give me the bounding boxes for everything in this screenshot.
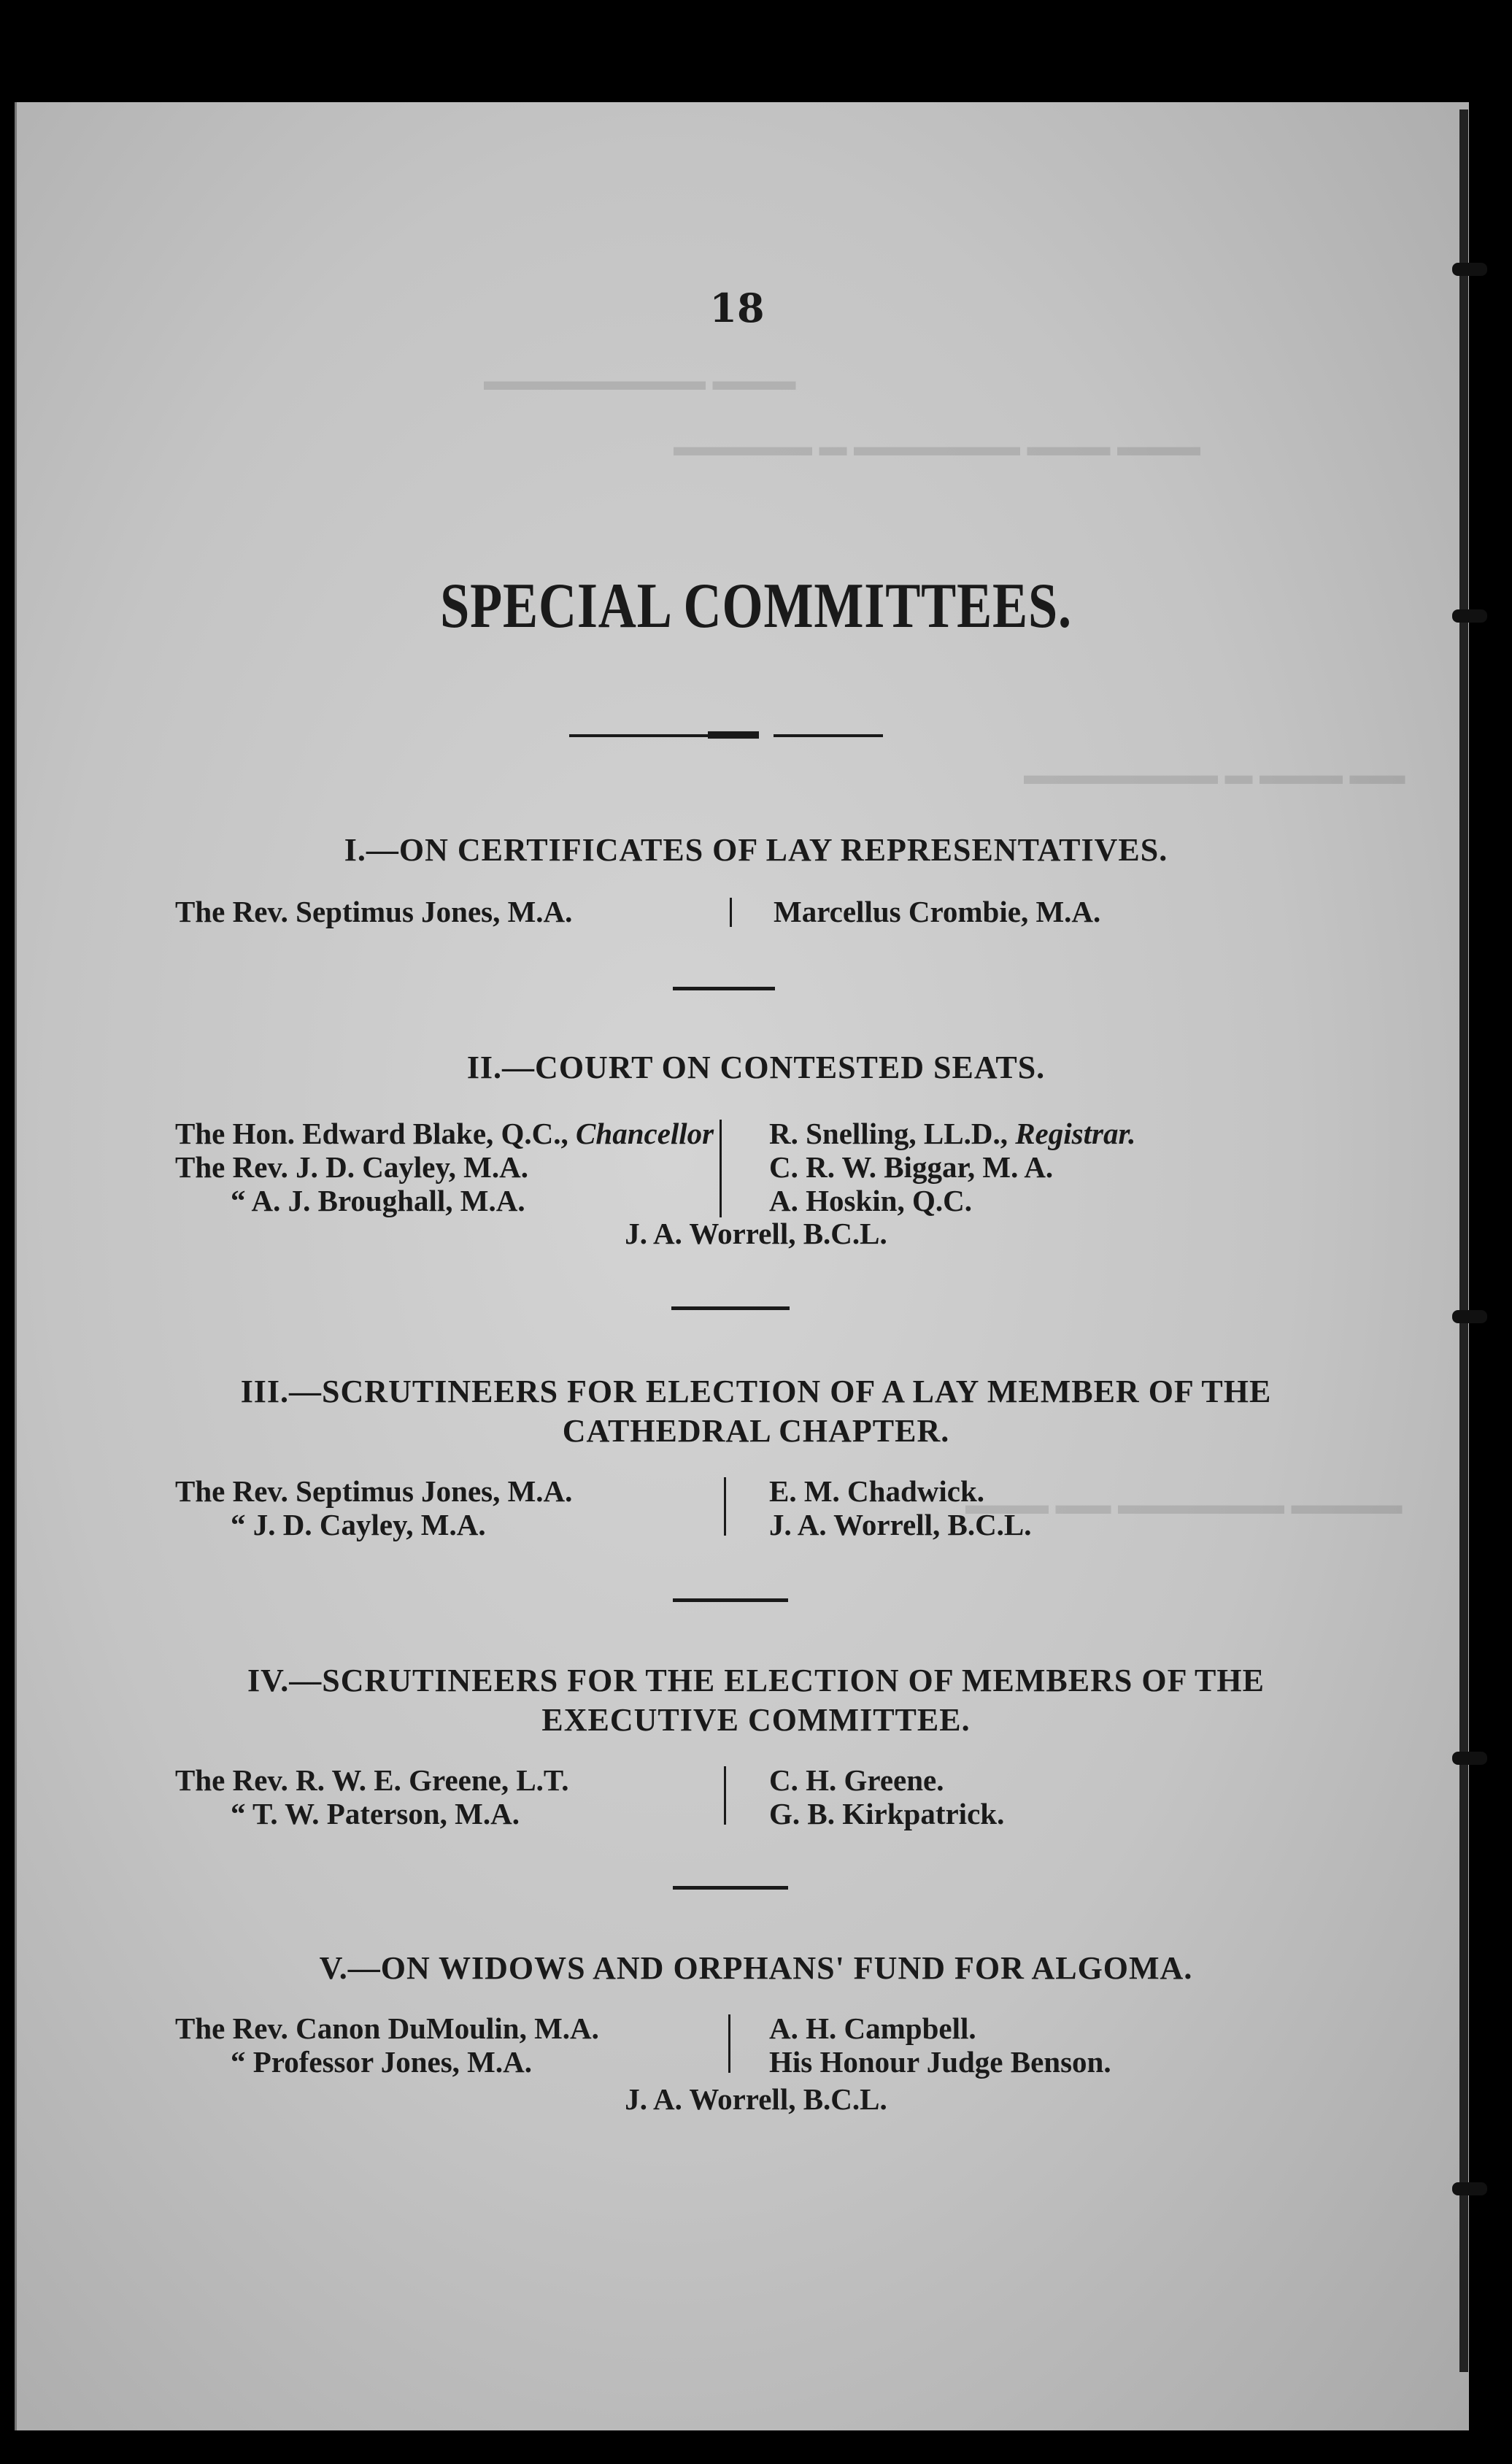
- member-name: C. R. W. Biggar, M. A.: [769, 1150, 1054, 1184]
- section-3-left-members: [175, 1474, 572, 1541]
- section-rule: [673, 987, 775, 990]
- section-5-left-members: [175, 2011, 599, 2079]
- bleed-through-texture: ▬▬ ▬▬▬ ▬ ▬▬▬▬▬▬▬: [1024, 760, 1405, 790]
- member-name: The Rev. J. D. Cayley, M.A.: [175, 1150, 528, 1184]
- section-1-left-members: [175, 895, 572, 928]
- section-rule: [671, 1306, 790, 1310]
- section-4-heading-line: EXECUTIVE COMMITTEE.: [541, 1702, 971, 1738]
- member-name-row: [769, 1117, 1135, 1150]
- section-5-right-members: [769, 2011, 1111, 2079]
- member-name: “ T. W. Paterson, M.A.: [231, 1797, 520, 1830]
- column-divider: [724, 1766, 726, 1825]
- section-2-center-member: J. A. Worrell, B.C.L.: [625, 1217, 887, 1250]
- column-divider: [720, 1120, 722, 1217]
- section-3-heading: [0, 1372, 1512, 1451]
- member-name: The Rev. Septimus Jones, M.A.: [175, 895, 573, 928]
- section-4-heading-line: IV.—SCRUTINEERS FOR THE ELECTION OF MEMBERS OF THE: [247, 1663, 1265, 1698]
- section-rule: [673, 1598, 788, 1602]
- binding-clip: [1452, 609, 1487, 623]
- section-rule: [673, 1886, 788, 1890]
- member-role: Registrar.: [1015, 1117, 1136, 1150]
- member-name: R. Snelling, LL.D.,: [769, 1117, 1016, 1150]
- member-name: J. A. Worrell, B.C.L.: [769, 1508, 1032, 1541]
- section-4-left-members: [175, 1763, 569, 1830]
- section-1-right-members: [774, 895, 1100, 928]
- binding-clip: [1452, 263, 1487, 276]
- section-3-heading-line: CATHEDRAL CHAPTER.: [562, 1413, 950, 1449]
- bleed-through-texture: ▬▬▬▬ ▬▬▬▬▬▬ ▬▬ ▬▬▬: [965, 1490, 1403, 1520]
- member-name: Marcellus Crombie, M.A.: [774, 895, 1101, 928]
- binding-clip: [1452, 2182, 1487, 2195]
- column-divider: [728, 2014, 730, 2073]
- member-name: The Rev. R. W. E. Greene, L.T.: [175, 1763, 569, 1797]
- section-5-center-member: J. A. Worrell, B.C.L.: [625, 2082, 887, 2116]
- section-5-heading: V.—ON WIDOWS AND ORPHANS' FUND FOR ALGOMA.: [319, 1950, 1193, 1986]
- section-4-right-members: [769, 1763, 1004, 1830]
- member-name: The Rev. Septimus Jones, M.A.: [175, 1474, 573, 1508]
- section-2-heading: II.—COURT ON CONTESTED SEATS.: [466, 1050, 1046, 1085]
- member-name: The Hon. Edward Blake, Q.C.,: [175, 1117, 576, 1150]
- member-role: Chancellor: [576, 1117, 714, 1150]
- binding-clip: [1452, 1310, 1487, 1323]
- column-divider: [724, 1477, 726, 1536]
- member-name: G. B. Kirkpatrick.: [769, 1797, 1005, 1830]
- member-name: “ Professor Jones, M.A.: [231, 2045, 532, 2079]
- section-2-right-members: [769, 1117, 1135, 1217]
- section-3-heading-line: III.—SCRUTINEERS FOR ELECTION OF A LAY MEMBER OF THE: [240, 1374, 1272, 1409]
- section-4-heading: [0, 1661, 1512, 1740]
- member-name: E. M. Chadwick.: [769, 1474, 985, 1508]
- binding-clip: [1452, 1752, 1487, 1765]
- section-1-heading: I.—ON CERTIFICATES OF LAY REPRESENTATIVES.: [344, 832, 1168, 868]
- member-name: A. Hoskin, Q.C.: [769, 1184, 972, 1217]
- title-ornament-rule: [569, 730, 883, 740]
- bleed-through-texture: ▬▬▬ ▬▬▬▬▬▬▬▬: [484, 366, 796, 396]
- member-name-row: [175, 1117, 714, 1150]
- page-title: SPECIAL COMMITTEES.: [440, 571, 1072, 642]
- member-name: His Honour Judge Benson.: [769, 2045, 1111, 2079]
- member-name: A. H. Campbell.: [769, 2011, 976, 2045]
- section-2-left-members: [175, 1117, 714, 1217]
- member-name: C. H. Greene.: [769, 1763, 944, 1797]
- member-name: “ A. J. Broughall, M.A.: [231, 1184, 525, 1217]
- section-3-right-members: [769, 1474, 1032, 1541]
- column-divider: [730, 898, 732, 927]
- member-name: “ J. D. Cayley, M.A.: [231, 1508, 486, 1541]
- bleed-through-texture: ▬▬▬ ▬▬▬ ▬▬▬▬▬▬ ▬ ▬▬▬▬▬: [674, 431, 1200, 462]
- member-name: The Rev. Canon DuMoulin, M.A.: [175, 2011, 599, 2045]
- page-number: 18: [709, 285, 765, 331]
